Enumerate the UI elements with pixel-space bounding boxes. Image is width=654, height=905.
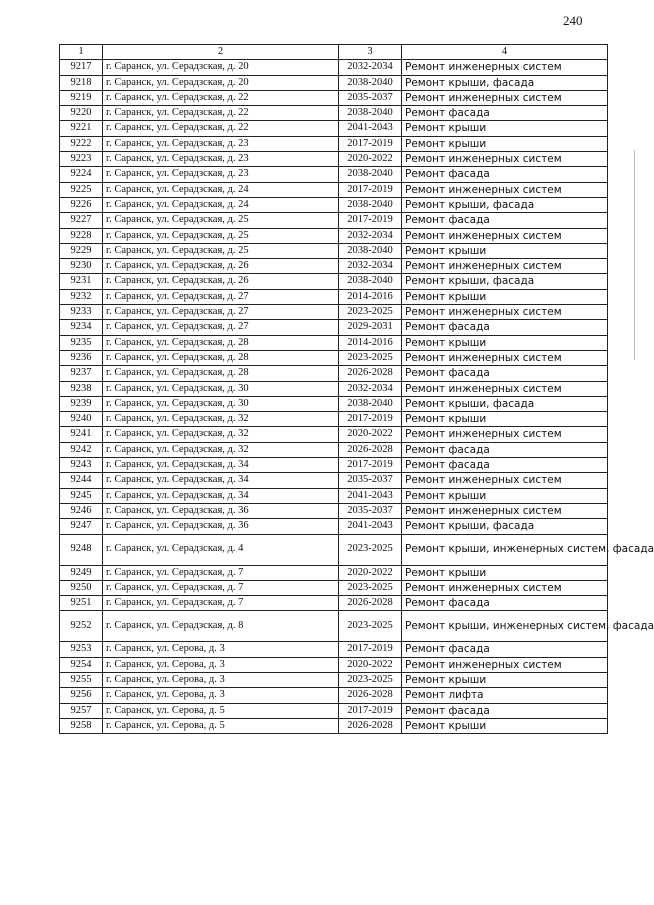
work-type-cell: Ремонт крыши [402,289,608,304]
address-cell: г. Саранск, ул. Серадзская, д. 30 [103,381,339,396]
row-number: 9258 [60,718,103,733]
page-number: 240 [563,13,583,28]
work-type-cell: Ремонт фасада [402,596,608,611]
row-number: 9236 [60,350,103,365]
address-cell: г. Саранск, ул. Серадзская, д. 28 [103,366,339,381]
years-cell: 2035-2037 [339,473,402,488]
table-row [60,335,608,350]
address-cell: г. Саранск, ул. Серадзская, д. 27 [103,320,339,335]
row-number: 9223 [60,152,103,167]
years-cell: 2026-2028 [339,688,402,703]
address-cell: г. Саранск, ул. Серадзская, д. 32 [103,442,339,457]
row-number: 9224 [60,167,103,182]
address-cell: г. Саранск, ул. Серова, д. 3 [103,642,339,657]
work-type-cell: Ремонт инженерных систем [402,503,608,518]
work-type-cell: Ремонт крыши, инженерных систем, фасада [402,534,608,565]
address-cell: г. Саранск, ул. Серадзская, д. 26 [103,274,339,289]
row-number: 9225 [60,182,103,197]
row-number: 9253 [60,642,103,657]
table-row [60,396,608,411]
table-row [60,243,608,258]
row-number: 9222 [60,136,103,151]
address-cell: г. Саранск, ул. Серадзская, д. 27 [103,289,339,304]
years-cell: 2020-2022 [339,657,402,672]
address-cell: г. Саранск, ул. Серадзская, д. 23 [103,152,339,167]
address-cell: г. Саранск, ул. Серадзская, д. 34 [103,488,339,503]
address-cell: г. Саранск, ул. Серадзская, д. 32 [103,427,339,442]
work-type-cell: Ремонт крыши, инженерных систем, фасада [402,611,608,642]
years-cell: 2026-2028 [339,366,402,381]
work-type-cell: Ремонт инженерных систем [402,427,608,442]
years-cell: 2017-2019 [339,642,402,657]
years-cell: 2041-2043 [339,488,402,503]
header-row [60,45,608,60]
work-type-cell: Ремонт инженерных систем [402,305,608,320]
years-cell: 2029-2031 [339,320,402,335]
scan-edge-line [634,150,635,360]
table-row [60,167,608,182]
row-number: 9238 [60,381,103,396]
address-cell: г. Саранск, ул. Серадзская, д. 25 [103,213,339,228]
row-number: 9232 [60,289,103,304]
address-cell: г. Саранск, ул. Серадзская, д. 25 [103,243,339,258]
table-row [60,718,608,733]
years-cell: 2038-2040 [339,243,402,258]
row-number: 9220 [60,106,103,121]
work-type-cell: Ремонт инженерных систем [402,381,608,396]
table-row [60,60,608,75]
address-cell: г. Саранск, ул. Серадзская, д. 22 [103,121,339,136]
work-type-cell: Ремонт инженерных систем [402,152,608,167]
years-cell: 2035-2037 [339,503,402,518]
table-row [60,106,608,121]
work-type-cell: Ремонт фасада [402,703,608,718]
years-cell: 2026-2028 [339,596,402,611]
address-cell: г. Саранск, ул. Серадзская, д. 34 [103,458,339,473]
address-cell: г. Саранск, ул. Серадзская, д. 20 [103,75,339,90]
years-cell: 2017-2019 [339,703,402,718]
work-type-cell: Ремонт фасада [402,642,608,657]
header-cell-1: 1 [60,45,103,60]
work-type-cell: Ремонт инженерных систем [402,90,608,105]
row-number: 9243 [60,458,103,473]
years-cell: 2032-2034 [339,60,402,75]
work-type-cell: Ремонт фасада [402,167,608,182]
table-row [60,121,608,136]
row-number: 9240 [60,412,103,427]
address-cell: г. Саранск, ул. Серадзская, д. 27 [103,305,339,320]
address-cell: г. Саранск, ул. Серадзская, д. 36 [103,519,339,534]
years-cell: 2038-2040 [339,106,402,121]
table-row [60,642,608,657]
years-cell: 2038-2040 [339,75,402,90]
row-number: 9257 [60,703,103,718]
address-cell: г. Саранск, ул. Серадзская, д. 7 [103,596,339,611]
row-number: 9255 [60,672,103,687]
table-row [60,703,608,718]
address-cell: г. Саранск, ул. Серадзская, д. 34 [103,473,339,488]
table-row [60,182,608,197]
work-type-cell: Ремонт крыши [402,565,608,580]
work-type-cell: Ремонт крыши [402,335,608,350]
table-row [60,473,608,488]
work-type-cell: Ремонт крыши, фасада [402,75,608,90]
work-type-cell: Ремонт фасада [402,458,608,473]
years-cell: 2017-2019 [339,458,402,473]
address-cell: г. Саранск, ул. Серадзская, д. 28 [103,350,339,365]
years-cell: 2014-2016 [339,289,402,304]
row-number: 9242 [60,442,103,457]
years-cell: 2038-2040 [339,167,402,182]
table-row [60,458,608,473]
row-number: 9231 [60,274,103,289]
years-cell: 2041-2043 [339,121,402,136]
row-number: 9227 [60,213,103,228]
repair-schedule-table [59,44,654,734]
table-row [60,350,608,365]
work-type-cell: Ремонт инженерных систем [402,259,608,274]
row-number: 9233 [60,305,103,320]
years-cell: 2035-2037 [339,90,402,105]
address-cell: г. Саранск, ул. Серова, д. 3 [103,688,339,703]
table-row [60,152,608,167]
table-row [60,274,608,289]
header-cell-3: 3 [339,45,402,60]
table-row [60,366,608,381]
row-number: 9251 [60,596,103,611]
years-cell: 2032-2034 [339,228,402,243]
work-type-cell: Ремонт крыши, фасада [402,396,608,411]
years-cell: 2023-2025 [339,305,402,320]
row-number: 9226 [60,197,103,212]
address-cell: г. Саранск, ул. Серова, д. 5 [103,718,339,733]
table-row [60,580,608,595]
work-type-cell: Ремонт крыши [402,136,608,151]
row-number: 9241 [60,427,103,442]
work-type-cell: Ремонт инженерных систем [402,182,608,197]
row-number: 9246 [60,503,103,518]
table-row [60,75,608,90]
years-cell: 2023-2025 [339,672,402,687]
table-row [60,412,608,427]
years-cell: 2020-2022 [339,152,402,167]
work-type-cell: Ремонт инженерных систем [402,228,608,243]
row-number: 9245 [60,488,103,503]
row-number: 9218 [60,75,103,90]
years-cell: 2032-2034 [339,259,402,274]
row-number: 9249 [60,565,103,580]
years-cell: 2023-2025 [339,611,402,642]
years-cell: 2032-2034 [339,381,402,396]
years-cell: 2038-2040 [339,197,402,212]
row-number: 9254 [60,657,103,672]
header-cell-4: 4 [402,45,608,60]
table-row [60,197,608,212]
work-type-cell: Ремонт инженерных систем [402,657,608,672]
work-type-cell: Ремонт крыши [402,672,608,687]
work-type-cell: Ремонт крыши [402,718,608,733]
table-row [60,503,608,518]
table-row [60,519,608,534]
row-number: 9221 [60,121,103,136]
table-row [60,488,608,503]
row-number: 9230 [60,259,103,274]
address-cell: г. Саранск, ул. Серадзская, д. 22 [103,90,339,105]
work-type-cell: Ремонт инженерных систем [402,580,608,595]
work-type-cell: Ремонт крыши [402,488,608,503]
table-row [60,427,608,442]
years-cell: 2023-2025 [339,580,402,595]
address-cell: г. Саранск, ул. Серадзская, д. 7 [103,580,339,595]
address-cell: г. Саранск, ул. Серадзская, д. 4 [103,534,339,565]
table-row [60,90,608,105]
years-cell: 2038-2040 [339,396,402,411]
table-row [60,381,608,396]
table-row [60,136,608,151]
row-number: 9252 [60,611,103,642]
years-cell: 2038-2040 [339,274,402,289]
table-row [60,442,608,457]
work-type-cell: Ремонт крыши [402,121,608,136]
work-type-cell: Ремонт крыши, фасада [402,519,608,534]
row-number: 9217 [60,60,103,75]
row-number: 9235 [60,335,103,350]
address-cell: г. Саранск, ул. Серадзская, д. 8 [103,611,339,642]
header-cell-2: 2 [103,45,339,60]
address-cell: г. Саранск, ул. Серадзская, д. 23 [103,167,339,182]
address-cell: г. Саранск, ул. Серадзская, д. 23 [103,136,339,151]
address-cell: г. Саранск, ул. Серадзская, д. 26 [103,259,339,274]
years-cell: 2026-2028 [339,718,402,733]
years-cell: 2041-2043 [339,519,402,534]
years-cell: 2023-2025 [339,534,402,565]
work-type-cell: Ремонт фасада [402,442,608,457]
years-cell: 2017-2019 [339,136,402,151]
address-cell: г. Саранск, ул. Серадзская, д. 22 [103,106,339,121]
years-cell: 2017-2019 [339,412,402,427]
address-cell: г. Саранск, ул. Серадзская, д. 24 [103,197,339,212]
table-body [60,60,654,734]
address-cell: г. Саранск, ул. Серова, д. 5 [103,703,339,718]
years-cell: 2020-2022 [339,427,402,442]
table-row [60,534,608,565]
address-cell: г. Саранск, ул. Серадзская, д. 7 [103,565,339,580]
work-type-cell: Ремонт фасада [402,320,608,335]
row-number: 9250 [60,580,103,595]
address-cell: г. Саранск, ул. Серадзская, д. 30 [103,396,339,411]
address-cell: г. Саранск, ул. Серова, д. 3 [103,657,339,672]
years-cell: 2023-2025 [339,350,402,365]
table-row [60,213,608,228]
table-row [60,228,608,243]
row-number: 9237 [60,366,103,381]
table-row [60,672,608,687]
address-cell: г. Саранск, ул. Серадзская, д. 20 [103,60,339,75]
row-number: 9234 [60,320,103,335]
work-type-cell: Ремонт инженерных систем [402,473,608,488]
row-number: 9256 [60,688,103,703]
address-cell: г. Саранск, ул. Серадзская, д. 28 [103,335,339,350]
address-cell: г. Саранск, ул. Серова, д. 3 [103,672,339,687]
work-type-cell: Ремонт крыши, фасада [402,274,608,289]
table-row [60,688,608,703]
address-cell: г. Саранск, ул. Серадзская, д. 24 [103,182,339,197]
table-row [60,320,608,335]
work-type-cell: Ремонт инженерных систем [402,350,608,365]
table-row [60,565,608,580]
row-number: 9247 [60,519,103,534]
address-cell: г. Саранск, ул. Серадзская, д. 36 [103,503,339,518]
work-type-cell: Ремонт инженерных систем [402,60,608,75]
years-cell: 2017-2019 [339,182,402,197]
table-row [60,289,608,304]
years-cell: 2026-2028 [339,442,402,457]
work-type-cell: Ремонт фасада [402,366,608,381]
table-row [60,305,608,320]
years-cell: 2020-2022 [339,565,402,580]
row-number: 9228 [60,228,103,243]
row-number: 9244 [60,473,103,488]
table-row [60,657,608,672]
work-type-cell: Ремонт лифта [402,688,608,703]
work-type-cell: Ремонт крыши [402,412,608,427]
work-type-cell: Ремонт фасада [402,213,608,228]
table-row [60,596,608,611]
address-cell: г. Саранск, ул. Серадзская, д. 32 [103,412,339,427]
years-cell: 2017-2019 [339,213,402,228]
row-number: 9229 [60,243,103,258]
row-number: 9239 [60,396,103,411]
work-type-cell: Ремонт крыши [402,243,608,258]
table-row [60,611,608,642]
work-type-cell: Ремонт фасада [402,106,608,121]
table-row [60,259,608,274]
address-cell: г. Саранск, ул. Серадзская, д. 25 [103,228,339,243]
row-number: 9248 [60,534,103,565]
years-cell: 2014-2016 [339,335,402,350]
work-type-cell: Ремонт крыши, фасада [402,197,608,212]
row-number: 9219 [60,90,103,105]
